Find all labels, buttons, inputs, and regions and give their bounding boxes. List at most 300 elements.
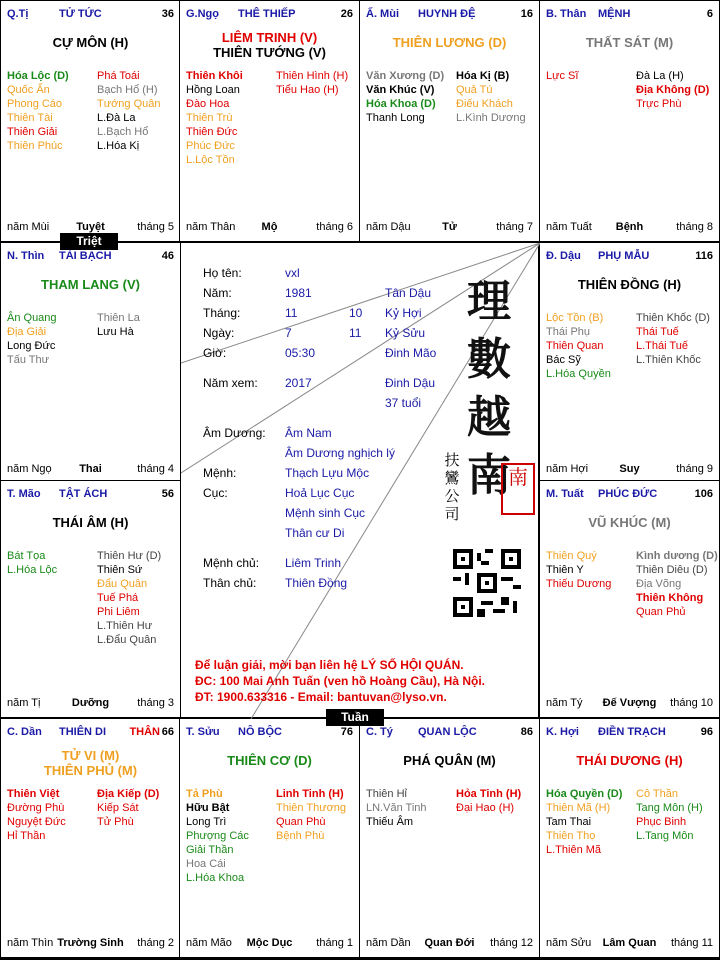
month-label: tháng 8 (676, 221, 713, 233)
palace-age: 106 (694, 488, 713, 500)
minor-stars-left (546, 549, 636, 591)
minor-stars-right (636, 311, 718, 367)
main-stars (180, 753, 359, 768)
minor-star: Thiên Quý (546, 550, 597, 562)
palace-name: TỬ TỨC (59, 8, 102, 20)
branch-label: G.Ngọ (186, 8, 219, 20)
minor-star: L.Kình Dương (456, 112, 526, 124)
side-character: 鸞 (444, 469, 460, 487)
palace-header (366, 726, 533, 740)
minor-star: L.Hóa Kị (97, 140, 140, 152)
branch-label: M. Tuất (546, 488, 584, 500)
month-label: tháng 4 (137, 463, 174, 475)
life-stage: Trường Sinh (57, 937, 124, 949)
year-label: năm Tý (546, 697, 583, 709)
palace-name: THIÊN DI (59, 726, 107, 738)
main-stars (540, 35, 719, 50)
minor-star: Long Trì (186, 816, 227, 828)
branch-label: C. Tý (366, 726, 393, 738)
minor-stars-left (366, 69, 456, 125)
main-stars (540, 277, 719, 292)
palace-cell[interactable] (179, 0, 360, 242)
minor-star: Tiểu Hao (H) (276, 84, 339, 96)
info-value: 7 (285, 326, 292, 340)
minor-stars-left (546, 69, 636, 83)
minor-star: Thiên Khốc (D) (636, 312, 710, 324)
minor-star: Địa Giải (7, 326, 47, 338)
minor-star: Hóa Quyền (D) (546, 788, 623, 800)
month-label: tháng 7 (496, 221, 533, 233)
seal-character: 南 (467, 450, 511, 501)
palace-age: 116 (695, 250, 713, 262)
minor-star: Hữu Bật (186, 802, 230, 814)
info-value: Âm Nam (285, 426, 332, 440)
minor-star: Thiên Thương (276, 802, 347, 814)
side-character: 司 (444, 505, 460, 523)
palace-age: 66 (161, 726, 174, 738)
minor-stars-right (636, 787, 718, 843)
info-label: Mệnh chủ: (203, 556, 260, 570)
year-label: năm Ngọ (7, 463, 52, 475)
life-stage: Tuyệt (76, 221, 105, 233)
branch-label: K. Hợi (546, 726, 579, 738)
minor-star: Hóa Kị (B) (456, 70, 510, 82)
life-stage: Thai (79, 463, 102, 475)
minor-star: Thiên Trù (186, 112, 233, 124)
palace-cell[interactable] (0, 0, 181, 242)
palace-footer (7, 937, 174, 950)
minor-star: Quan Phủ (636, 606, 686, 618)
palace-footer (186, 937, 353, 950)
minor-stars-right (276, 787, 358, 843)
palace-header (546, 726, 713, 740)
main-star: THIÊN TƯỚNG (V) (213, 45, 326, 60)
minor-star: Thiên Không (636, 592, 704, 604)
minor-star: Linh Tinh (H) (276, 788, 344, 800)
branch-label: B. Thân (546, 8, 587, 20)
year-label: năm Dần (366, 937, 411, 949)
minor-star: Trực Phù (636, 98, 682, 110)
main-star: PHÁ QUÂN (M) (403, 753, 496, 768)
minor-star: L.Hóa Khoa (186, 872, 245, 884)
minor-star: Lộc Tồn (B) (546, 312, 604, 324)
minor-star: Thiên La (97, 312, 140, 324)
main-stars (1, 515, 180, 530)
minor-star: Cô Thần (636, 788, 678, 800)
month-label: tháng 1 (316, 937, 353, 949)
side-character: 公 (444, 487, 460, 505)
minor-star: Thiên Thọ (546, 830, 596, 842)
seal-character: 越 (467, 392, 511, 443)
minor-star: Thái Phụ (546, 326, 591, 338)
palace-footer (546, 937, 713, 950)
life-stage: Đế Vượng (602, 697, 657, 709)
life-stage: Bệnh (615, 221, 644, 233)
branch-label: T. Sửu (186, 726, 220, 738)
minor-stars-right (636, 69, 718, 111)
palace-cell[interactable] (539, 0, 720, 242)
life-stage: Quan Đới (424, 937, 475, 949)
month-label: tháng 10 (670, 697, 713, 709)
minor-star: Phá Toái (97, 70, 140, 82)
palace-name: NÔ BỘC (238, 726, 282, 738)
main-stars (360, 753, 539, 768)
life-stage: Suy (619, 463, 640, 475)
minor-stars-left (366, 787, 456, 829)
palace-footer (7, 463, 174, 476)
info-value: Thân cư Di (285, 526, 345, 540)
palace-footer (546, 463, 713, 476)
minor-star: Hỏa Tinh (H) (456, 788, 522, 800)
info-lunar-value: 10 (349, 306, 363, 320)
contact-line: Để luận giải, mời bạn liên hệ LÝ SỐ HỘI QUÁN. (195, 658, 464, 672)
minor-star: Phúc Đức (186, 140, 235, 152)
minor-stars-right (456, 787, 538, 815)
minor-stars-left (7, 311, 97, 367)
palace-age: 26 (340, 8, 353, 20)
minor-star: Tang Môn (H) (636, 802, 703, 814)
red-stamp: 南 (501, 463, 535, 515)
info-value: 05:30 (285, 346, 316, 360)
life-stage: Mộc Dục (246, 937, 293, 949)
main-stars (1, 277, 180, 292)
minor-star: Nguyệt Đức (7, 816, 66, 828)
minor-stars-left (7, 549, 97, 577)
palace-header (7, 726, 174, 740)
minor-star: Phục Binh (636, 816, 687, 828)
seal-character: 理 (467, 276, 511, 327)
palace-cell[interactable] (539, 242, 720, 484)
minor-star: L.Đẩu Quân (97, 634, 157, 646)
seal-character: 數 (467, 334, 511, 385)
minor-stars-right (456, 69, 538, 125)
month-label: tháng 6 (316, 221, 353, 233)
palace-header (546, 8, 713, 22)
info-lunar-value: 11 (349, 326, 362, 340)
minor-star: Địa Kiếp (D) (97, 788, 160, 800)
minor-star: Tử Phù (97, 816, 134, 828)
minor-star: Bát Tọa (7, 550, 46, 562)
minor-stars-right (97, 311, 179, 339)
info-label: Tháng: (203, 306, 241, 320)
info-canchi: Kỷ Sửu (385, 326, 426, 340)
minor-star: Thiếu Âm (366, 816, 414, 828)
palace-footer (366, 937, 533, 950)
minor-star: Thiên Việt (7, 788, 60, 800)
year-label: năm Tị (7, 697, 41, 709)
palace-cell[interactable] (0, 242, 181, 484)
minor-star: Đào Hoa (186, 98, 230, 110)
minor-star: L.Thái Tuế (636, 340, 688, 352)
minor-star: Văn Khúc (V) (366, 84, 435, 96)
minor-star: Bạch Hổ (H) (97, 84, 158, 96)
minor-star: Long Đức (7, 340, 56, 352)
contact-address: ĐC: 100 Mai Anh Tuấn (ven hồ Hoàng Cầu), Hà Nội. (195, 674, 486, 688)
minor-stars-left (546, 311, 636, 381)
main-star: CỰ MÔN (H) (52, 35, 129, 50)
palace-header (7, 488, 174, 502)
main-stars (1, 748, 180, 778)
palace-name: THÊ THIẾP (238, 8, 296, 20)
palace-header (7, 8, 174, 22)
palace-age: 76 (340, 726, 353, 738)
minor-star: L.Tang Môn (636, 830, 694, 842)
side-calligraphy (443, 451, 461, 523)
main-stars (360, 35, 539, 50)
palace-age: 6 (706, 8, 713, 20)
minor-star: Phi Liêm (97, 606, 140, 618)
palace-age: 36 (161, 8, 174, 20)
minor-star: Ân Quang (7, 312, 57, 324)
minor-stars-left (186, 69, 276, 167)
info-value: Liêm Trinh (285, 556, 342, 570)
minor-stars-left (7, 69, 97, 153)
palace-cell[interactable] (359, 0, 540, 242)
info-value: 11 (285, 306, 298, 320)
palace-cell[interactable] (0, 718, 181, 958)
minor-star: Quả Tú (456, 84, 493, 96)
minor-star: Kiếp Sát (97, 802, 139, 814)
minor-stars-right (97, 787, 179, 829)
minor-star: Văn Xương (D) (366, 70, 445, 82)
contact-info (195, 657, 485, 705)
palace-age: 86 (520, 726, 533, 738)
info-value: Thiên Đồng (285, 576, 348, 590)
info-label: Ngày: (203, 326, 235, 340)
info-label: Năm: (203, 286, 232, 300)
main-stars (1, 35, 180, 50)
palace-cell[interactable] (359, 718, 540, 958)
info-canchi: Tân Dậu (385, 286, 432, 300)
palace-cell[interactable] (179, 718, 360, 958)
main-star: THAM LANG (V) (41, 277, 140, 292)
minor-star: Thiên Giải (7, 126, 58, 138)
palace-age: 56 (161, 488, 174, 500)
main-star: THIÊN LƯƠNG (D) (392, 35, 507, 50)
life-stage: Lâm Quan (602, 937, 657, 949)
main-star: THÁI DƯƠNG (H) (576, 753, 683, 768)
info-label: Cục: (203, 486, 228, 500)
palace-name: MỆNH (598, 8, 631, 20)
minor-star: Đà La (H) (636, 70, 684, 82)
minor-stars-left (7, 787, 97, 843)
minor-star: Hóa Khoa (D) (366, 98, 436, 110)
palace-name: HUYNH ĐỆ (418, 8, 476, 20)
minor-star: Hoa Cái (186, 858, 226, 870)
info-value: vxl (285, 266, 300, 280)
info-label: Âm Dương: (203, 426, 266, 440)
main-stars (180, 30, 359, 60)
main-star: THÁI ÂM (H) (52, 515, 129, 530)
minor-star: Địa Võng (636, 578, 682, 590)
year-label: năm Mùi (7, 221, 50, 233)
main-star: THIÊN CƠ (D) (227, 753, 312, 768)
minor-star: Thiên Sứ (97, 564, 143, 576)
palace-header (366, 8, 533, 22)
minor-star: Đường Phù (7, 802, 65, 814)
minor-star: Bệnh Phù (276, 830, 325, 842)
info-value: 2017 (285, 376, 312, 390)
minor-stars-right (97, 69, 179, 153)
minor-star: L.Bạch Hổ (97, 126, 149, 138)
info-value: Âm Dương nghịch lý (285, 446, 395, 460)
palace-footer (7, 697, 174, 710)
minor-star: L.Hóa Quyền (546, 368, 611, 380)
palace-header (546, 488, 713, 502)
branch-label: Đ. Dậu (546, 250, 581, 262)
minor-star: Điếu Khách (456, 98, 513, 110)
branch-label: C. Dần (7, 726, 42, 738)
side-character: 扶 (444, 451, 460, 469)
minor-star: Thanh Long (366, 112, 425, 124)
life-stage: Tử (442, 221, 457, 233)
palace-header (7, 250, 174, 264)
palace-age: 96 (700, 726, 713, 738)
year-label: năm Thân (186, 221, 236, 233)
tuan-marker: Tuần (326, 709, 384, 726)
info-label: Họ tên: (203, 266, 242, 280)
main-stars (540, 515, 719, 530)
minor-star: Thiên Y (546, 564, 584, 576)
palace-name: QUAN LỘC (418, 726, 477, 738)
palace-header (186, 8, 353, 22)
minor-star: L.Đà La (97, 112, 136, 124)
branch-label: N. Thìn (7, 250, 45, 262)
minor-star: Giải Thần (186, 844, 234, 856)
minor-star: Thái Tuế (636, 326, 679, 338)
palace-name: TÀI BẠCH (59, 250, 112, 262)
life-stage: Dưỡng (71, 697, 110, 709)
minor-star: Thiên Quan (546, 340, 604, 352)
month-label: tháng 12 (490, 937, 533, 949)
month-label: tháng 5 (137, 221, 174, 233)
minor-star: Tướng Quân (97, 98, 161, 110)
branch-label: Q.Tị (7, 8, 29, 20)
year-label: năm Mão (186, 937, 232, 949)
info-label: Giờ: (203, 346, 227, 360)
month-label: tháng 9 (676, 463, 713, 475)
minor-star: Thiên Phúc (7, 140, 63, 152)
minor-star: L.Lộc Tồn (186, 154, 235, 166)
palace-name: ĐIỀN TRẠCH (598, 726, 666, 738)
center-info-panel (180, 242, 539, 718)
minor-star: Hóa Lộc (D) (7, 70, 69, 82)
palace-footer (366, 221, 533, 234)
minor-star: LN.Văn Tinh (366, 802, 427, 814)
year-label: năm Tuất (546, 221, 592, 233)
minor-star: Hồng Loan (186, 84, 240, 96)
minor-star: Thiên Đức (186, 126, 238, 138)
month-label: tháng 11 (670, 937, 713, 949)
minor-star: Thiên Hỉ (366, 788, 407, 800)
minor-star: Quan Phù (276, 816, 326, 828)
minor-star: Tuế Phá (97, 592, 139, 604)
minor-star: Thiên Mã (H) (546, 802, 611, 814)
palace-cell[interactable] (0, 480, 181, 718)
minor-star: L.Thiên Khốc (636, 354, 701, 366)
info-label: Mệnh: (203, 466, 237, 480)
palace-name: TẬT ÁCH (59, 488, 108, 500)
minor-star: L.Thiên Mã (546, 844, 602, 856)
palace-name: PHỤ MẪU (598, 250, 650, 262)
minor-star: Quốc Ấn (7, 84, 50, 96)
minor-star: Lực Sĩ (546, 70, 579, 82)
qr-code-icon[interactable] (453, 549, 521, 617)
minor-stars-right (276, 69, 358, 97)
minor-stars-right (97, 549, 179, 647)
info-value: Mệnh sinh Cục (285, 506, 366, 520)
minor-star: Thiên Khôi (186, 70, 243, 82)
palace-footer (546, 221, 713, 234)
palace-age: 46 (161, 250, 174, 262)
year-label: năm Hợi (546, 463, 589, 475)
minor-stars-right (636, 549, 718, 619)
year-label: năm Dậu (366, 221, 411, 233)
minor-stars-left (546, 787, 636, 857)
info-value: Hoả Lục Cục (285, 486, 355, 500)
palace-age: 16 (520, 8, 533, 20)
info-canchi: Đinh Dậu (385, 376, 436, 390)
minor-star: L.Hóa Lộc (7, 564, 58, 576)
palace-footer (546, 697, 713, 710)
minor-star: Phượng Các (186, 830, 249, 842)
palace-cell[interactable] (539, 480, 720, 718)
minor-star: Đại Hao (H) (456, 802, 515, 814)
month-label: tháng 3 (137, 697, 174, 709)
minor-star: Hỉ Thần (7, 830, 46, 842)
palace-name: PHÚC ĐỨC (598, 488, 658, 500)
main-star: THIÊN ĐỒNG (H) (577, 277, 682, 292)
minor-star: Địa Không (D) (636, 84, 710, 96)
main-stars (540, 753, 719, 768)
info-canchi: Kỷ Hợi (385, 306, 422, 320)
branch-label: T. Mão (7, 488, 41, 500)
minor-star: Tả Phù (186, 788, 223, 800)
minor-star: L.Thiên Hư (97, 620, 153, 632)
palace-cell[interactable] (539, 718, 720, 958)
life-stage: Mộ (261, 221, 278, 233)
info-value: Thạch Lựu Mộc (285, 466, 370, 480)
minor-star: Đẩu Quân (97, 578, 148, 590)
main-star: THẤT SÁT (M) (585, 35, 674, 50)
minor-star: Lưu Hà (97, 326, 134, 338)
palace-footer (186, 221, 353, 234)
month-label: tháng 2 (137, 937, 174, 949)
info-label: Năm xem: (203, 376, 258, 390)
minor-star: Thiên Hư (D) (97, 550, 162, 562)
minor-stars-left (186, 787, 276, 885)
main-star: THIÊN PHỦ (M) (43, 763, 138, 778)
palace-header (186, 726, 353, 740)
minor-star: Thiên Diêu (D) (636, 564, 708, 576)
palace-header (546, 250, 713, 264)
info-canchi: Đinh Mão (385, 346, 437, 360)
info-label: Thân chủ: (203, 576, 257, 590)
triet-marker: Triệt (60, 233, 118, 250)
main-star: TỬ VI (M) (61, 748, 120, 763)
main-star: VŨ KHÚC (M) (588, 515, 671, 530)
year-label: năm Sửu (546, 937, 592, 949)
minor-star: Thiên Tài (7, 112, 53, 124)
contact-phone-email[interactable]: ĐT: 1900.633316 - Email: bantuvan@lyso.vn. (195, 690, 447, 704)
minor-star: Phong Cáo (7, 98, 63, 110)
info-canchi: 37 tuổi (385, 396, 422, 410)
minor-star: Bác Sỹ (546, 354, 581, 366)
minor-star: Thiên Hình (H) (276, 70, 349, 82)
body-palace-marker: THÂN (129, 726, 160, 738)
minor-star: Tấu Thư (7, 354, 50, 366)
minor-star: Thiếu Dương (546, 578, 612, 590)
